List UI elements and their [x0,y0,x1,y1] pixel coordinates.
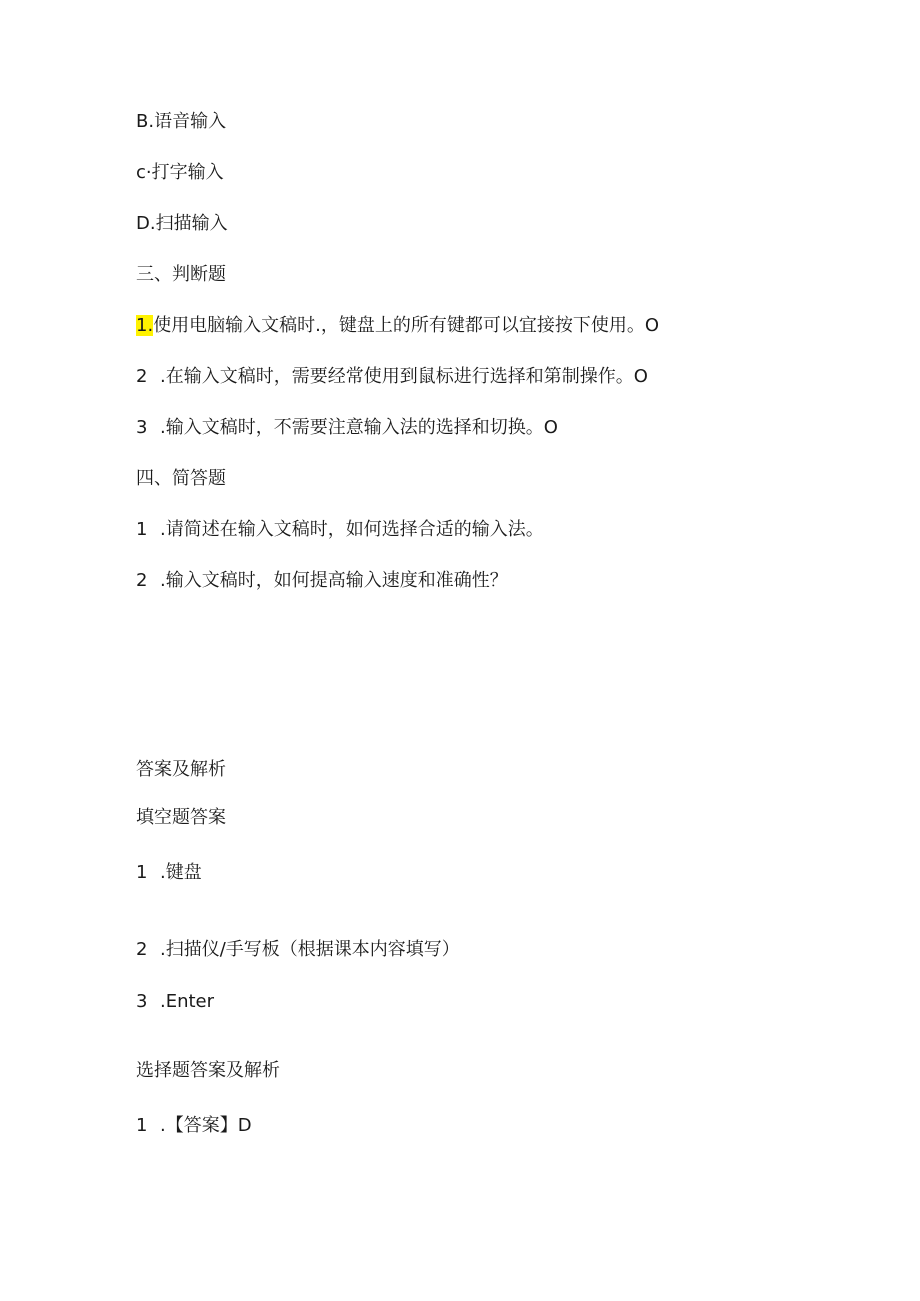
option-c: c·打字输入 [136,162,224,183]
option-b: B.语音输入 [136,111,227,132]
answer-text: .扫描仪/手写板（根据课本内容填写） [160,939,460,960]
judgment-question-1 [136,315,659,337]
answer-number: 1 [136,862,148,883]
short-answer-question-1 [136,519,544,541]
question-text: .输入文稿时，不需要注意输入法的选择和切换。O [160,417,558,438]
judgment-question-2 [136,366,648,388]
question-number: 1 [136,519,148,540]
question-text: 使用电脑输入文稿时.，键盘上的所有键都可以宜接按下使用。O [153,315,660,336]
judgment-question-3 [136,417,558,439]
option-d: D.扫描输入 [136,213,228,234]
highlighted-number: 1. [136,315,154,336]
fill-answer-2 [136,939,460,961]
short-answer-question-2 [136,570,508,592]
question-text: .在输入文稿时，需要经常使用到鼠标进行选择和第制操作。O [160,366,648,387]
answer-number: 1 [136,1115,148,1136]
fill-answers-heading: 填空题答案 [136,807,226,828]
question-number: 2 [136,366,148,387]
answer-text: .键盘 [160,862,202,883]
fill-answer-3 [136,991,214,1013]
question-text: .输入文稿时，如何提高输入速度和准确性？ [160,570,508,591]
choice-answers-heading: 选择题答案及解析 [136,1060,280,1081]
question-text: .请简述在输入文稿时，如何选择合适的输入法。 [160,519,544,540]
question-number: 3 [136,417,148,438]
answer-text: .【答案】D [160,1115,252,1136]
answer-number: 3 [136,991,148,1012]
answers-title: 答案及解析 [136,759,226,780]
short-answer-heading: 四、简答题 [136,468,226,489]
answer-text: .Enter [160,991,215,1012]
fill-answer-1 [136,862,202,884]
question-number: 2 [136,570,148,591]
choice-answer-1 [136,1115,252,1137]
judgment-heading: 三、判断题 [136,264,226,285]
answer-number: 2 [136,939,148,960]
